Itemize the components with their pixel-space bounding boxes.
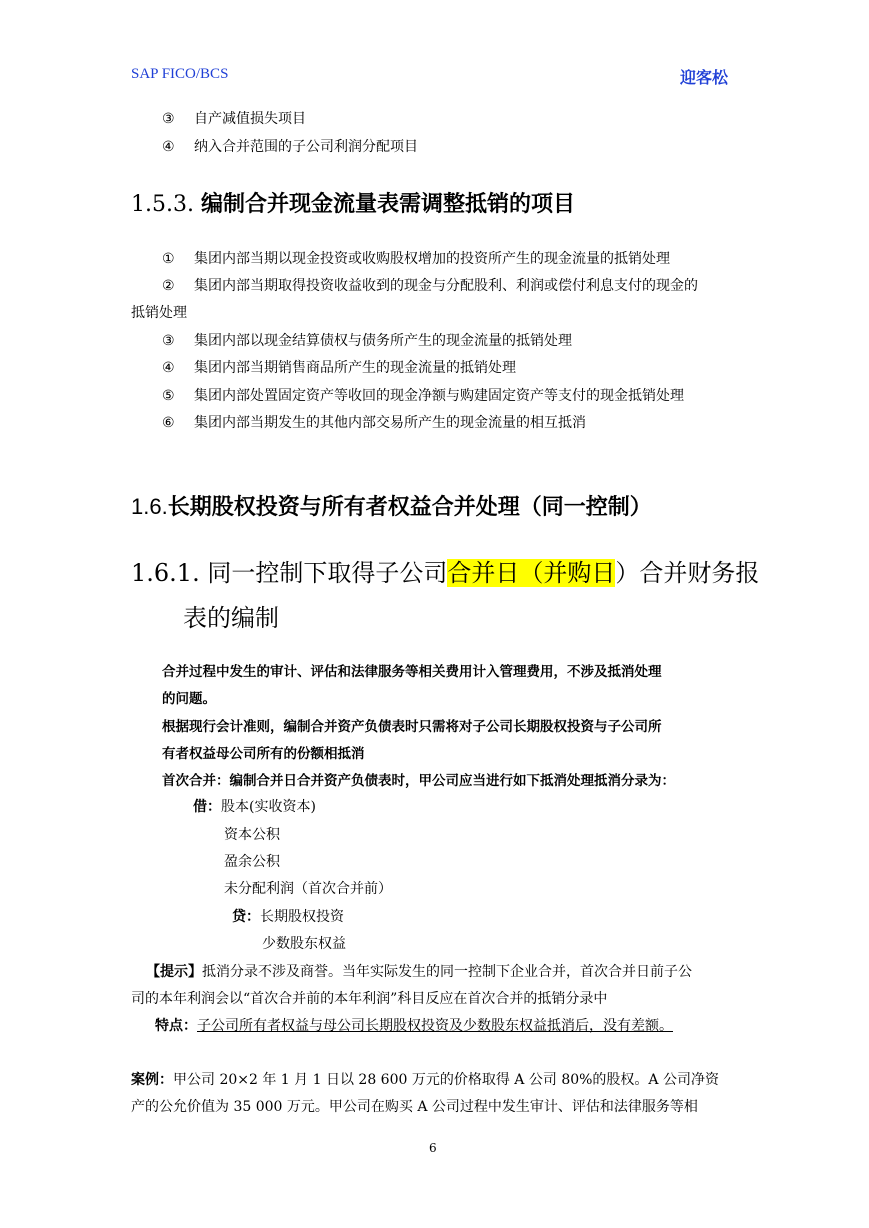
- list-item: ⑥ 集团内部当期发生的其他内部交易所产生的现金流量的相互抵消: [162, 415, 586, 431]
- section-heading-1-6-1-line2: 表的编制: [183, 604, 279, 632]
- case-line: 产的公允价值为 35 000 万元。甲公司在购买 A 公司过程中发生审计、评估和法律服务等相: [131, 1099, 698, 1115]
- list-item: ④ 集团内部当期销售商品所产生的现金流量的抵销处理: [162, 360, 516, 376]
- list-item: ④ 纳入合并范围的子公司利润分配项目: [162, 139, 418, 155]
- debit-item: 盈余公积: [224, 854, 280, 870]
- paragraph-line: 首次合并：编制合并日合并资产负债表时，甲公司应当进行如下抵消处理抵消分录为：: [162, 773, 675, 789]
- section-heading-1-6-1: 1.6.1. 同一控制下取得子公司合并日（并购日）合并财务报: [131, 559, 760, 587]
- debit-item: 资本公积: [224, 827, 280, 843]
- tip-line: 司的本年利润会以“首次合并前的本年利润”科目反应在首次合并的抵销分录中: [131, 991, 608, 1007]
- credit-item: 少数股东权益: [262, 936, 346, 952]
- case-line: 案例：甲公司 20×2 年 1 月 1 日以 28 600 万元的价格取得 A 公司 80%的股权。A 公司净资: [131, 1072, 719, 1088]
- paragraph-line: 有者权益母公司所有的份额相抵消: [162, 746, 365, 762]
- highlighted-text: 合并日（并购日: [447, 559, 616, 587]
- feature-line: 特点：子公司所有者权益与母公司长期股权投资及少数股东权益抵消后，没有差额。: [155, 1018, 673, 1034]
- page-number: 6: [429, 1141, 437, 1155]
- paragraph-line: 的问题。: [162, 691, 216, 707]
- list-item: ② 集团内部当期取得投资收益收到的现金与分配股利、利润或偿付利息支付的现金的: [162, 278, 698, 294]
- debit-item: 未分配利润（首次合并前）: [224, 881, 392, 897]
- list-item: ③ 集团内部以现金结算债权与债务所产生的现金流量的抵销处理: [162, 333, 572, 349]
- header-left: SAP FICO/BCS: [131, 66, 229, 82]
- paragraph-line: 根据现行会计准则，编制合并资产负债表时只需将对子公司长期股权投资与子公司所: [162, 719, 662, 735]
- section-heading-1-6: 1.6.长期股权投资与所有者权益合并处理（同一控制）: [131, 494, 652, 519]
- tip-line: 【提示】抵消分录不涉及商誉。当年实际发生的同一控制下企业合并，首次合并日前子公: [146, 964, 692, 980]
- paragraph-line: 合并过程中发生的审计、评估和法律服务等相关费用计入管理费用，不涉及抵消处理: [162, 664, 662, 680]
- debit-line: 借：股本(实收资本): [193, 799, 316, 815]
- section-heading-1-5-3: 1.5.3. 编制合并现金流量表需调整抵销的项目: [131, 191, 575, 217]
- list-item-continuation: 抵销处理: [131, 305, 187, 321]
- list-item: ① 集团内部当期以现金投资或收购股权增加的投资所产生的现金流量的抵销处理: [162, 251, 670, 267]
- list-item: ⑤ 集团内部处置固定资产等收回的现金净额与购建固定资产等支付的现金抵销处理: [162, 388, 684, 404]
- header-right: 迎客松: [680, 68, 729, 87]
- list-item: ③ 自产减值损失项目: [162, 111, 306, 127]
- credit-line: 贷：长期股权投资: [232, 909, 344, 925]
